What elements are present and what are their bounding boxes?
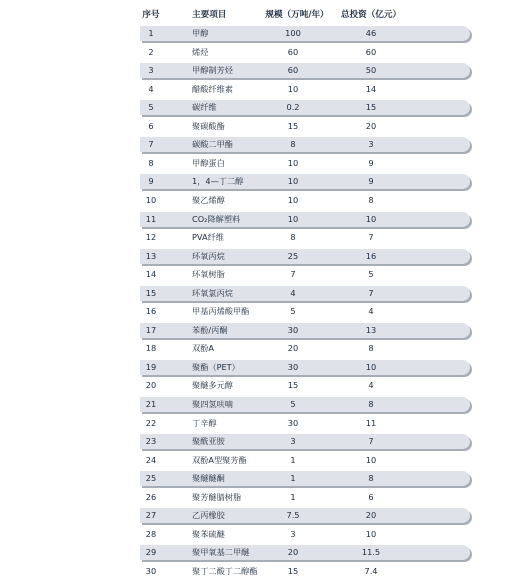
table-row [140,471,470,486]
row-project-name: 聚丁二酸丁二醇酯 [192,566,258,576]
row-project-name: 聚酯（PET） [192,361,240,372]
row-no: 29 [145,547,157,558]
row-project-name: 甲醇蛋白 [192,157,225,168]
row-no: 11 [145,213,157,224]
row-scale: 60 [287,46,299,57]
table-row [140,416,470,431]
row-project-name: 碳酸二甲酯 [192,139,233,150]
row-project-name: 甲醇制芳烃 [192,65,233,76]
row-investment: 9 [368,176,374,187]
row-scale: 1 [290,473,296,484]
row-investment: 50 [365,65,377,76]
row-no: 2 [148,46,154,57]
table-row [140,434,470,449]
row-scale: 10 [287,213,299,224]
header-investment: 总投资（亿元） [340,10,402,20]
row-no: 5 [148,102,154,113]
row-project-name: 乙丙橡胶 [192,510,225,521]
row-no: 21 [145,399,157,409]
row-no: 17 [145,324,157,335]
table-row [140,545,470,560]
row-project-name: 聚芳醚腈树脂 [192,491,242,502]
table-row [140,63,470,78]
row-investment: 5 [368,269,374,280]
row-scale: 0.2 [286,102,300,113]
row-investment: 20 [365,120,377,131]
table-header [140,8,470,22]
row-no: 22 [145,417,157,428]
row-project-name: 烯烃 [192,46,209,57]
row-scale: 10 [287,157,299,168]
row-project-name: 聚醚醚酮 [192,473,225,484]
row-no: 1 [148,28,154,38]
row-scale: 10 [287,176,299,187]
row-no: 7 [148,139,154,150]
row-scale: 15 [287,380,299,391]
row-scale: 7.5 [286,510,300,521]
row-scale: 30 [287,324,299,335]
row-no: 14 [145,269,157,280]
row-no: 26 [145,491,157,502]
table-row [140,137,470,152]
row-investment: 60 [365,46,377,57]
row-project-name: 甲醇 [192,28,209,38]
row-scale: 60 [287,65,299,76]
table-row [140,119,470,134]
row-scale: 4 [290,287,296,298]
row-scale: 25 [287,250,299,261]
row-investment: 8 [368,399,374,409]
row-project-name: 聚醚多元醇 [192,380,233,391]
row-project-name: CO₂降解塑料 [192,213,241,224]
row-investment: 3 [368,139,374,150]
table-row [140,341,470,356]
row-no: 16 [145,306,157,317]
row-project-name: 苯酚/丙酮 [192,324,228,335]
row-investment: 13 [365,324,377,335]
header-scale: 规模（万吨/年） [265,10,329,20]
header-no: 序号 [142,10,160,20]
row-project-name: 双酚A [192,343,214,354]
row-project-name: 丁辛醇 [192,417,217,428]
row-scale: 5 [290,306,296,317]
row-no: 23 [145,436,157,447]
row-investment: 7 [368,287,374,298]
row-project-name: 1，4—丁二醇 [192,176,244,187]
row-scale: 7 [290,269,296,280]
row-no: 10 [145,195,157,205]
table-row [140,230,470,245]
table-row [140,397,470,412]
row-scale: 1 [290,454,296,465]
row-project-name: 聚乙烯醇 [192,195,225,205]
row-scale: 8 [290,232,296,243]
table-row [140,564,470,579]
row-investment: 10 [365,528,377,539]
row-scale: 30 [287,361,299,372]
row-project-name: 醋酸纤维素 [192,83,233,94]
row-scale: 15 [287,566,299,576]
row-no: 25 [145,473,157,484]
row-investment: 10 [365,454,377,465]
header-project: 主要项目 [192,10,227,20]
row-no: 9 [148,176,154,187]
row-project-name: PVA纤维 [192,232,224,243]
table-row [140,82,470,97]
table-row [140,100,470,115]
row-no: 3 [148,65,154,76]
row-project-name: 聚甲氧基二甲醚 [192,547,250,558]
row-scale: 3 [290,436,296,447]
row-no: 30 [145,566,157,576]
row-scale: 20 [287,343,299,354]
table-row [140,508,470,523]
row-investment: 11 [365,417,377,428]
row-investment: 15 [365,102,377,113]
row-no: 20 [145,380,157,391]
table-row [140,193,470,208]
table-row [140,527,470,542]
row-no: 15 [145,287,157,298]
row-investment: 10 [365,361,377,372]
row-project-name: 环氧丙烷 [192,250,225,261]
row-project-name: 聚苯硫醚 [192,528,225,539]
table-row [140,453,470,468]
row-investment: 9 [368,157,374,168]
row-investment: 8 [368,343,374,354]
row-investment: 11.5 [361,547,381,558]
row-no: 13 [145,250,157,261]
row-no: 24 [145,454,157,465]
row-investment: 4 [368,306,374,317]
row-investment: 14 [365,83,377,94]
row-scale: 30 [287,417,299,428]
row-no: 8 [148,157,154,168]
row-investment: 7 [368,232,374,243]
row-scale: 5 [290,399,296,409]
row-investment: 20 [365,510,377,521]
table-row [140,360,470,375]
table-row [140,249,470,264]
row-project-name: 聚酰亚胺 [192,436,225,447]
table-row [140,286,470,301]
table-row [140,156,470,171]
row-no: 28 [145,528,157,539]
row-scale: 3 [290,528,296,539]
row-scale: 100 [285,28,301,38]
table-row [140,304,470,319]
table-row [140,212,470,227]
row-project-name: 聚碳酸酯 [192,120,225,131]
row-no: 6 [148,120,154,131]
row-project-name: 环氧氯丙烷 [192,287,233,298]
table-row [140,378,470,393]
row-project-name: 聚四氢呋喃 [192,399,233,409]
row-no: 18 [145,343,157,354]
row-investment: 4 [368,380,374,391]
row-investment: 16 [365,250,377,261]
row-scale: 8 [290,139,296,150]
row-investment: 6 [368,491,374,502]
row-project-name: 环氧树脂 [192,269,225,280]
row-no: 19 [145,361,157,372]
table-row [140,45,470,60]
row-investment: 10 [365,213,377,224]
table-row [140,323,470,338]
table-row [140,267,470,282]
table-row [140,26,470,41]
row-scale: 10 [287,195,299,205]
row-scale: 20 [287,547,299,558]
row-project-name: 甲基丙烯酸甲酯 [192,306,250,317]
row-investment: 7.4 [364,566,378,576]
row-scale: 1 [290,491,296,502]
row-investment: 8 [368,195,374,205]
row-no: 4 [148,83,154,94]
row-project-name: 碳纤维 [192,102,217,113]
row-investment: 7 [368,436,374,447]
table-row [140,174,470,189]
row-scale: 15 [287,120,299,131]
table-row [140,490,470,505]
row-project-name: 双酚A型聚芳酯 [192,454,247,465]
row-no: 12 [145,232,157,243]
row-scale: 10 [287,83,299,94]
row-no: 27 [145,510,157,521]
row-investment: 46 [365,28,377,38]
row-investment: 8 [368,473,374,484]
